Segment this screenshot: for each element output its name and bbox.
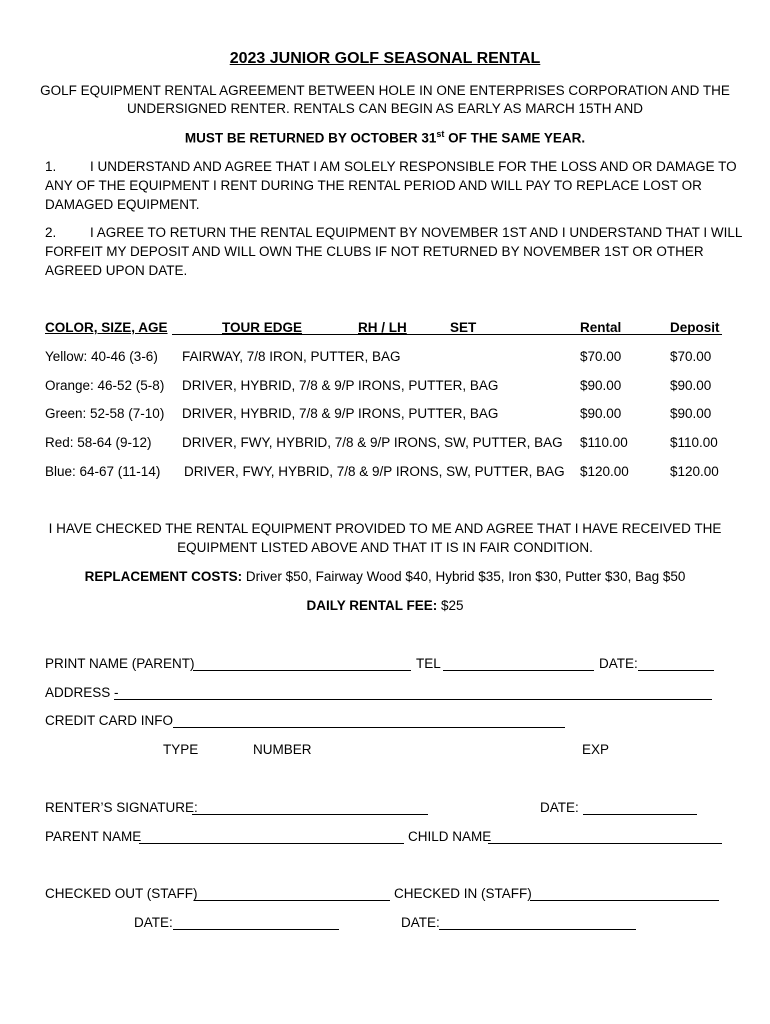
replacement-costs <box>0 569 770 584</box>
row-deposit: $90.00 <box>670 406 712 421</box>
header-color: COLOR, SIZE, AGE <box>45 320 168 335</box>
term-1-number: 1. <box>45 159 57 174</box>
credit-card-field[interactable] <box>173 727 565 728</box>
print-name-label: PRINT NAME (PARENT) <box>45 656 195 671</box>
tel-field[interactable] <box>443 670 594 671</box>
child-name-field[interactable] <box>488 843 722 844</box>
header-underline <box>172 334 722 335</box>
date-field[interactable] <box>638 670 714 671</box>
signature-date-label: DATE: <box>540 800 579 815</box>
header-rental: Rental <box>580 320 622 335</box>
term-1-line-2: ANY OF THE EQUIPMENT I RENT DURING THE RENTAL PERIOD AND WILL PAY TO REPLACE LOST OR <box>45 178 702 193</box>
cc-type-label: TYPE <box>163 742 199 757</box>
tel-label: TEL <box>416 656 441 671</box>
child-name-label: CHILD NAME <box>408 829 492 844</box>
cc-exp-label: EXP <box>582 742 610 757</box>
row-rental: $110.00 <box>580 435 628 450</box>
intro-line-2: UNDERSIGNED RENTER. RENTALS CAN BEGIN AS EARLY AS MARCH 15TH AND <box>126 101 644 116</box>
term-2-line-1: I AGREE TO RETURN THE RENTAL EQUIPMENT BY NOVEMBER 1ST AND I UNDERSTAND THAT I WILL <box>90 225 743 240</box>
row-set: DRIVER, HYBRID, 7/8 & 9/P IRONS, PUTTER, BAG <box>182 406 499 421</box>
row-color: Blue: 64-67 (11-14) <box>45 464 161 479</box>
header-hand: RH / LH <box>358 320 407 335</box>
replacement-label: REPLACEMENT COSTS: <box>84 569 243 584</box>
row-set: DRIVER, HYBRID, 7/8 & 9/P IRONS, PUTTER, BAG <box>182 378 499 393</box>
daily-rental-fee <box>0 598 770 613</box>
return-deadline-pre: MUST BE RETURNED BY OCTOBER 31 <box>184 130 437 146</box>
term-1-line-3: DAMAGED EQUIPMENT. <box>45 197 200 212</box>
term-2-line-3: AGREED UPON DATE. <box>45 263 188 278</box>
page-title: 2023 JUNIOR GOLF SEASONAL RENTAL <box>229 50 541 67</box>
signature-date-field[interactable] <box>583 814 697 815</box>
row-set: FAIRWAY, 7/8 IRON, PUTTER, BAG <box>182 349 401 364</box>
row-color: Yellow: 40-46 (3-6) <box>45 349 158 364</box>
row-set: DRIVER, FWY, HYBRID, 7/8 & 9/P IRONS, SW, PUTTER, BAG <box>182 435 563 450</box>
row-color: Red: 58-64 (9-12) <box>45 435 152 450</box>
header-deposit: Deposit <box>670 320 720 335</box>
address-field[interactable] <box>114 699 712 700</box>
cc-number-label: NUMBER <box>253 742 312 757</box>
acknowledgement-line-2: EQUIPMENT LISTED ABOVE AND THAT IT IS IN FAIR CONDITION. <box>177 540 593 555</box>
checked-out-label: CHECKED OUT (STAFF) <box>45 886 198 901</box>
term-1-line-1: I UNDERSTAND AND AGREE THAT I AM SOLELY RESPONSIBLE FOR THE LOSS AND OR DAMAGE TO <box>90 159 737 174</box>
row-deposit: $90.00 <box>670 378 712 393</box>
row-deposit: $120.00 <box>670 464 719 479</box>
replacement-text: Driver $50, Fairway Wood $40, Hybrid $35, Iron $30, Putter $30, Bag $50 <box>242 569 686 584</box>
return-deadline <box>0 129 770 146</box>
header-brand: TOUR EDGE <box>222 320 303 335</box>
row-set: DRIVER, FWY, HYBRID, 7/8 & 9/P IRONS, SW, PUTTER, BAG <box>184 464 565 479</box>
row-rental: $70.00 <box>580 349 622 364</box>
checked-out-field[interactable] <box>194 900 390 901</box>
address-label: ADDRESS - <box>45 685 119 700</box>
return-deadline-post: OF THE SAME YEAR. <box>444 130 586 146</box>
date-label: DATE: <box>599 656 638 671</box>
intro-line-1: GOLF EQUIPMENT RENTAL AGREEMENT BETWEEN HOLE IN ONE ENTERPRISES CORPORATION AND THE <box>40 83 730 98</box>
checkin-date-field[interactable] <box>439 929 636 930</box>
renter-signature-field[interactable] <box>192 814 428 815</box>
term-2-number: 2. <box>45 225 57 240</box>
checkout-date-label: DATE: <box>134 915 173 930</box>
row-deposit: $70.00 <box>670 349 712 364</box>
daily-fee-text: $25 <box>437 598 464 613</box>
row-rental: $90.00 <box>580 406 622 421</box>
parent-name-field[interactable] <box>139 843 404 844</box>
credit-card-label: CREDIT CARD INFO <box>45 713 174 728</box>
row-color: Orange: 46-52 (5-8) <box>45 378 165 393</box>
checked-in-label: CHECKED IN (STAFF) <box>394 886 532 901</box>
acknowledgement-line-1: I HAVE CHECKED THE RENTAL EQUIPMENT PROVIDED TO ME AND AGREE THAT I HAVE RECEIVED THE <box>48 521 722 536</box>
return-deadline-sup: st <box>436 129 445 139</box>
row-rental: $90.00 <box>580 378 622 393</box>
header-set: SET <box>450 320 477 335</box>
renter-signature-label: RENTER’S SIGNATURE: <box>45 800 198 815</box>
row-color: Green: 52-58 (7-10) <box>45 406 165 421</box>
checked-in-field[interactable] <box>530 900 719 901</box>
parent-name-label: PARENT NAME <box>45 829 142 844</box>
term-2-line-2: FORFEIT MY DEPOSIT AND WILL OWN THE CLUBS IF NOT RETURNED BY NOVEMBER 1ST OR OTHER <box>45 244 704 259</box>
print-name-field[interactable] <box>193 670 411 671</box>
checkout-date-field[interactable] <box>173 929 339 930</box>
row-deposit: $110.00 <box>670 435 718 450</box>
row-rental: $120.00 <box>580 464 629 479</box>
daily-fee-label: DAILY RENTAL FEE: <box>306 598 438 613</box>
checkin-date-label: DATE: <box>401 915 440 930</box>
